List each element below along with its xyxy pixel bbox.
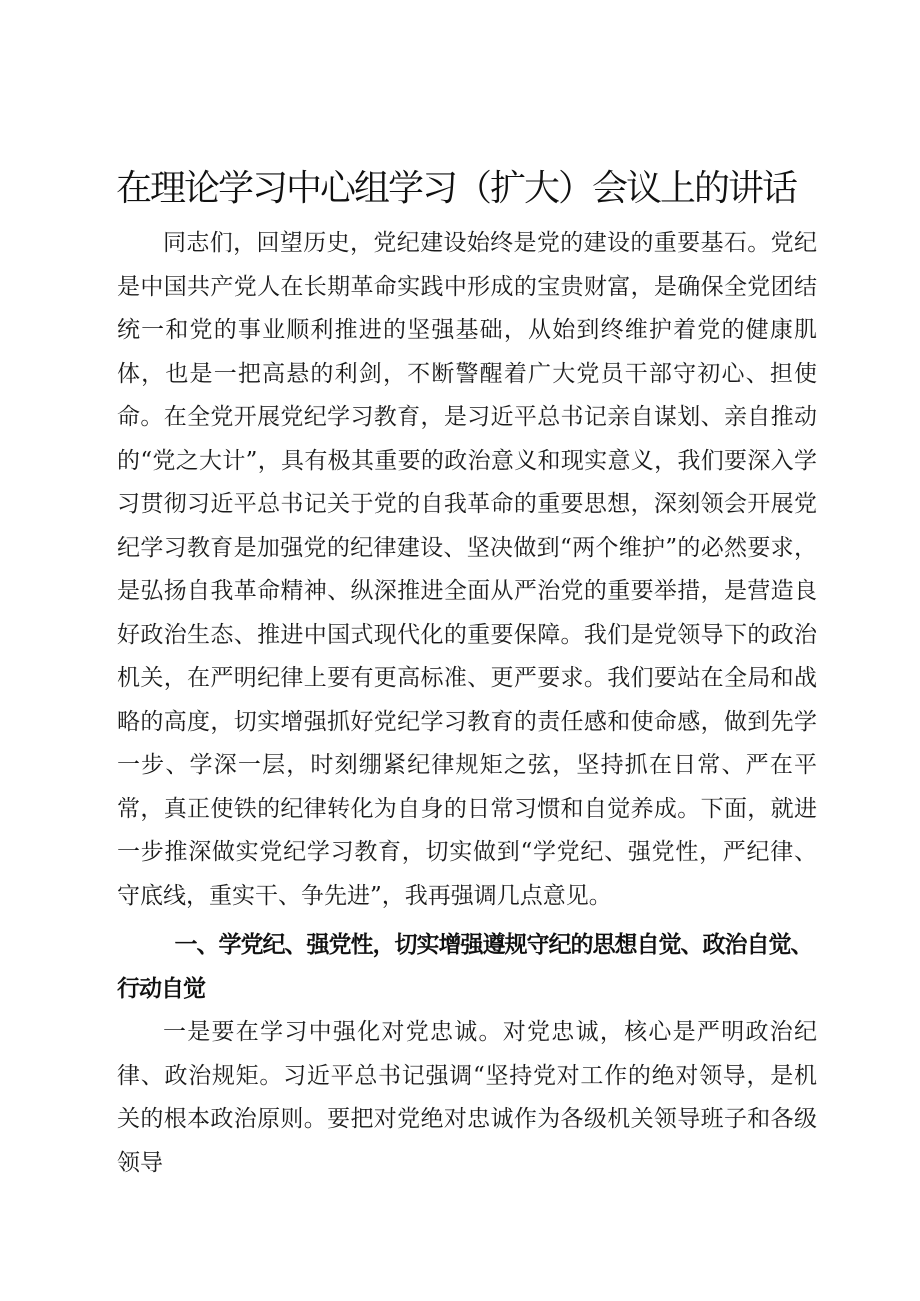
section-heading-1: 一、学党纪、强党性，切实增强遵规守纪的思想自觉、政治自觉、行动自觉 bbox=[117, 932, 813, 1002]
document-title: 在理论学习中心组学习（扩大）会议上的讲话 bbox=[116, 168, 797, 209]
section-1-paragraph: 一是要在学习中强化对党忠诚。对党忠诚，核心是严明政治纪律、政治规矩。习近平总书记强调“坚持党对工作的绝对领导，是机关的根本政治原则。要把对党绝对忠诚作为各级机关领导班子和各级领导 bbox=[117, 1019, 817, 1176]
opening-paragraph: 同志们，回望历史，党纪建设始终是党的建设的重要基石。党纪是中国共产党人在长期革命实践中形成的宝贵财富，是确保全党团结统一和党的事业顺利推进的坚强基础，从始到终维护着党的健康肌体，也是一把高悬的利剑，不断警醒着广大党员干部守初心、担使命。在全党开展党纪学习教育，是习近平总书记亲自谋划、亲自推动的“党之大计”，具有极其重要的政治意义和现实意义，我们要深入学习贯彻习近平总书记关于党的自我革命的重要思想，深刻领会开展党纪学习教育是加强党的纪律建设、坚决做到“两个维护”的必然要求，是弘扬自我革命精神、纵深推进全面从严治党的重要举措，是营造良好政治生态、推进中国式现代化的重要保障。我们是党领导下的政治机关，在严明纪律上要有更高标准、更严要求。我们要站在全局和战略的高度，切实增强抓好党纪学习教育的责任感和使命感，做到先学一步、学深一层，时刻绷紧纪律规矩之弦，坚持抓在日常、严在平常，真正使铁的纪律转化为自身的日常习惯和自觉养成。下面，就进一步推深做实党纪学习教育，切实做到“学党纪、强党性，严纪律、守底线，重实干、争先进”，我再强调几点意见。 bbox=[117, 230, 817, 909]
